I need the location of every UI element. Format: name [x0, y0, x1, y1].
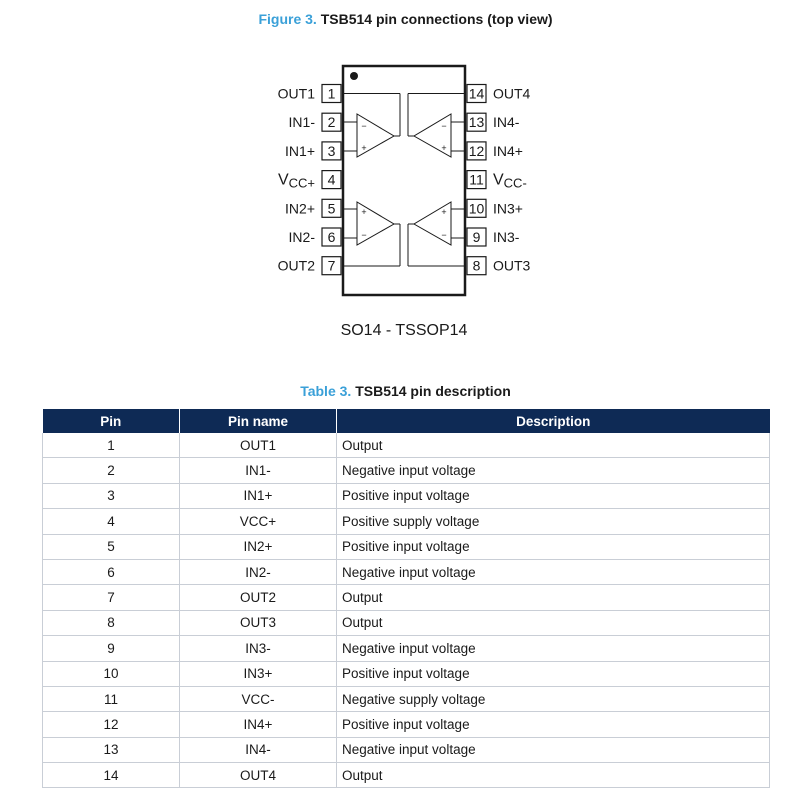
- pin-number: 12: [468, 142, 485, 159]
- pin-name: IN4-: [493, 114, 520, 131]
- cell-pin-name: IN4-: [180, 737, 337, 762]
- pin-name-sub: CC-: [503, 175, 527, 191]
- pin-name: OUT4: [493, 85, 531, 102]
- table-label: Table 3.: [300, 383, 352, 399]
- pin-name: IN3+: [493, 200, 523, 217]
- pin-name-main: V: [493, 171, 504, 189]
- pin-left-3: [285, 142, 341, 160]
- pin-name: IN1-: [288, 114, 315, 131]
- table-row: [43, 763, 770, 788]
- opamp-2-minus-sign: −: [361, 230, 367, 240]
- pin-right-9: [467, 228, 520, 246]
- cell-pin-name: IN4+: [180, 712, 337, 737]
- cell-pin-name: IN1-: [180, 458, 337, 483]
- pinout-diagram: [0, 0, 787, 360]
- cell-pin: 11: [43, 686, 180, 711]
- cell-pin: 8: [43, 610, 180, 635]
- cell-pin-name: IN3+: [180, 661, 337, 686]
- pin-name: OUT2: [277, 257, 315, 274]
- opamp-4-plus-sign: +: [441, 143, 447, 153]
- cell-pin-name: IN1+: [180, 483, 337, 508]
- opamp-4-minus-sign: −: [441, 121, 447, 131]
- pin-name: OUT3: [493, 257, 531, 274]
- table-row: [43, 610, 770, 635]
- header-pin: Pin: [43, 409, 180, 433]
- table-title: TSB514 pin description: [355, 383, 511, 399]
- table-row: [43, 636, 770, 661]
- pin-left-5: [285, 199, 341, 217]
- cell-pin: 9: [43, 636, 180, 661]
- cell-pin-name: VCC+: [180, 509, 337, 534]
- table-row: [43, 509, 770, 534]
- table-row: [43, 433, 770, 458]
- pin-name: IN3-: [493, 229, 520, 245]
- pin-name: IN1+: [285, 142, 315, 159]
- cell-description: Positive input voltage: [337, 661, 770, 686]
- pin-left-7: [278, 257, 341, 275]
- table-row: [43, 458, 770, 483]
- pin-number: 5: [327, 200, 336, 217]
- table-row: [43, 737, 770, 762]
- cell-description: Output: [337, 433, 770, 458]
- table-row: [43, 534, 770, 559]
- cell-description: Output: [337, 763, 770, 788]
- pin-right-11: [467, 171, 527, 191]
- pin-right-10: [467, 199, 523, 217]
- pin-number: 3: [327, 142, 336, 159]
- header-pin-name: Pin name: [180, 409, 337, 433]
- cell-pin: 3: [43, 483, 180, 508]
- cell-description: Positive input voltage: [337, 712, 770, 737]
- cell-pin: 13: [43, 737, 180, 762]
- pin-left-2: [289, 113, 341, 131]
- pin-name-main: V: [277, 171, 289, 189]
- pin-number: 9: [472, 229, 481, 245]
- opamp-1-minus-sign: −: [361, 121, 367, 131]
- cell-pin: 7: [43, 585, 180, 610]
- pin-left-4: [278, 171, 341, 191]
- pin-right-14: [467, 85, 531, 103]
- cell-pin: 10: [43, 661, 180, 686]
- cell-pin: 1: [43, 433, 180, 458]
- table-row: [43, 661, 770, 686]
- cell-description: Negative input voltage: [337, 458, 770, 483]
- cell-pin-name: VCC-: [180, 686, 337, 711]
- ic-body: [343, 66, 465, 295]
- pin-name: OUT1: [277, 85, 315, 102]
- cell-pin-name: IN3-: [180, 636, 337, 661]
- pin-name: [493, 172, 527, 191]
- pin-number: 4: [327, 171, 336, 188]
- pin-number: 1: [327, 85, 336, 102]
- cell-description: Positive input voltage: [337, 534, 770, 559]
- table-row: [43, 483, 770, 508]
- pin-name: IN4+: [493, 142, 523, 159]
- cell-pin: 12: [43, 712, 180, 737]
- table-header-row: [43, 409, 770, 433]
- pin-number: 14: [468, 85, 485, 102]
- pin-right-12: [467, 142, 523, 160]
- pin-number: 11: [469, 171, 484, 188]
- pin-name-sub: CC+: [288, 175, 315, 191]
- package-name: SO14 - TSSOP14: [340, 322, 468, 339]
- pin-number: 6: [327, 229, 336, 245]
- figure-label: Figure 3.: [258, 11, 317, 27]
- pin-left-1: [278, 85, 341, 103]
- opamp-1-plus-sign: +: [361, 143, 367, 153]
- pin-number: 7: [327, 257, 336, 274]
- cell-pin-name: OUT3: [180, 610, 337, 635]
- pin-name: IN2+: [285, 200, 315, 217]
- cell-pin-name: OUT2: [180, 585, 337, 610]
- cell-description: Positive supply voltage: [337, 509, 770, 534]
- pin-name: [278, 172, 315, 191]
- table-row: [43, 686, 770, 711]
- pin-left-6: [289, 228, 341, 246]
- cell-pin: 5: [43, 534, 180, 559]
- cell-pin: 4: [43, 509, 180, 534]
- pin-right-8: [467, 257, 531, 275]
- cell-pin: 6: [43, 559, 180, 584]
- table-row: [43, 712, 770, 737]
- cell-pin-name: OUT4: [180, 763, 337, 788]
- cell-description: Negative input voltage: [337, 737, 770, 762]
- cell-pin: 2: [43, 458, 180, 483]
- opamp-3-minus-sign: −: [441, 230, 447, 240]
- pin-number: 10: [468, 200, 485, 217]
- cell-description: Negative supply voltage: [337, 686, 770, 711]
- pin-right-13: [467, 113, 520, 131]
- cell-pin-name: IN2+: [180, 534, 337, 559]
- pin-number: 2: [327, 114, 336, 131]
- pin-description-table: [42, 409, 770, 788]
- table-caption: [12, 383, 787, 399]
- cell-pin: 14: [43, 763, 180, 788]
- pin-number: 8: [472, 257, 481, 274]
- header-description: Description: [337, 409, 770, 433]
- cell-description: Positive input voltage: [337, 483, 770, 508]
- cell-description: Negative input voltage: [337, 559, 770, 584]
- table-row: [43, 559, 770, 584]
- cell-description: Output: [337, 585, 770, 610]
- cell-description: Output: [337, 610, 770, 635]
- ic-package: [343, 66, 465, 295]
- table-row: [43, 585, 770, 610]
- pin-number: 13: [468, 114, 485, 131]
- cell-pin-name: IN2-: [180, 559, 337, 584]
- cell-description: Negative input voltage: [337, 636, 770, 661]
- pin1-marker-dot: [350, 72, 358, 80]
- opamp-3-plus-sign: +: [441, 207, 447, 217]
- pin-name: IN2-: [288, 229, 315, 245]
- cell-pin-name: OUT1: [180, 433, 337, 458]
- opamp-2-plus-sign: +: [361, 207, 367, 217]
- figure-title: TSB514 pin connections (top view): [320, 11, 553, 27]
